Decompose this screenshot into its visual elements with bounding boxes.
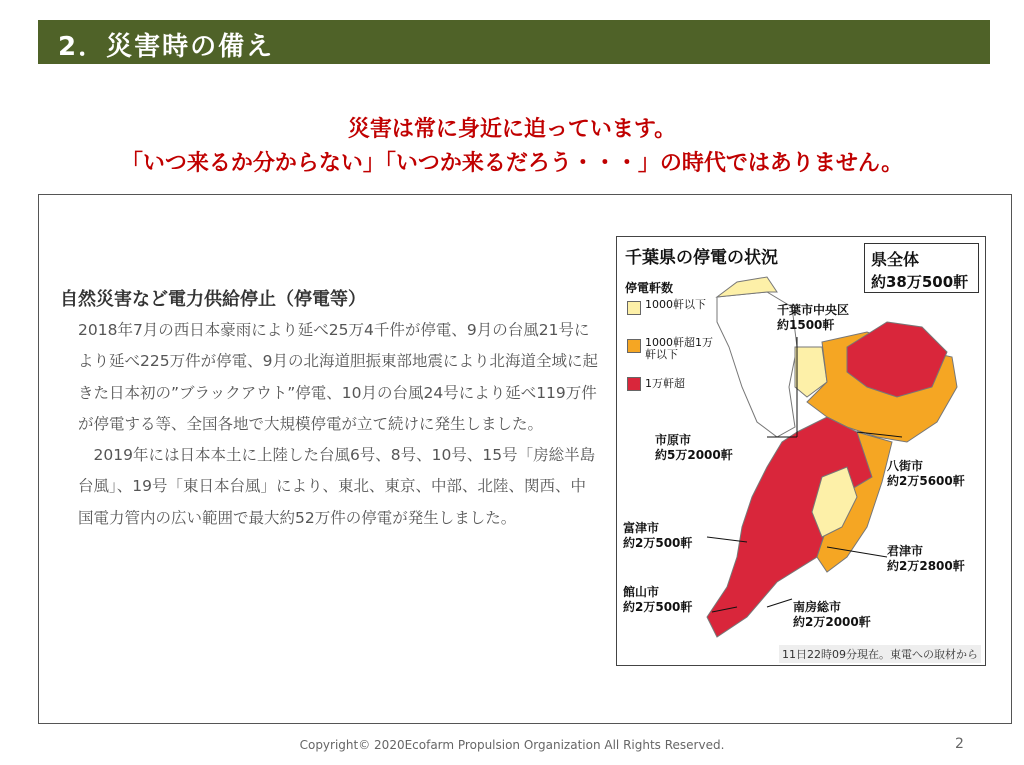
- city-label-tateyama: [623, 585, 692, 615]
- paragraph-1: 2018年7月の西日本豪雨により延べ25万4千件が停電、9月の台風21号により延べ225万件が停電、9月の北海道胆振東部地震により北海道全域に起きた日本初の”ブラックアウト”停電、10月の台風24号により延べ119万件が停電する等、全国各地で大規模停電が立て続けに発生しました。: [78, 321, 598, 433]
- city-value: 約2万500軒: [623, 536, 693, 550]
- city-name: 八街市: [887, 459, 924, 473]
- legend-label-mid: 1000軒超1万軒以下: [645, 336, 713, 361]
- headline-line1: 災害は常に身近に迫っています。: [347, 117, 677, 142]
- city-name: 館山市: [623, 585, 660, 599]
- headline-line2: 「いつ来るか分からない」「いつか来るだろう・・・」の時代ではありません。: [120, 151, 904, 176]
- legend-swatch-high: [627, 377, 641, 391]
- city-label-kimitsu: [887, 544, 965, 574]
- paragraph-2: 2019年には日本本土に上陸した台風6号、8号、10号、15号「房総半島台風」、19号「東日本台風」により、東北、東京、中部、北陸、関西、中国電力管内の広い範囲で最大約52万件の停電が発生しました。: [78, 446, 596, 527]
- city-value: 約5万2000軒: [655, 448, 733, 462]
- city-label-futtsu: [623, 521, 692, 551]
- map-title: 千葉県の停電の状況: [625, 248, 778, 268]
- section-heading: 自然災害など電力供給停止（停電等）: [60, 289, 366, 310]
- page-title: 2．災害時の備え: [58, 32, 275, 62]
- city-name: 南房総市: [793, 600, 842, 614]
- city-value: 約2万500軒: [623, 600, 693, 614]
- legend-swatch-low: [627, 301, 641, 315]
- city-name: 千葉市中央区: [777, 303, 850, 317]
- page-number: 2: [955, 736, 964, 752]
- legend-swatch-mid: [627, 339, 641, 353]
- total-value: 約38万500軒: [871, 273, 969, 291]
- city-label-ichihara: [655, 433, 733, 463]
- total-label: 県全体: [871, 250, 920, 269]
- power-outage-map: [616, 236, 986, 666]
- city-value: 約2万2000軒: [793, 615, 871, 629]
- legend-label-low: 1000軒以下: [645, 298, 706, 311]
- city-name: 市原市: [655, 433, 692, 447]
- legend-label-high: 1万軒超: [645, 377, 685, 390]
- city-label-minamiboso: [793, 600, 871, 630]
- legend-title: 停電軒数: [625, 281, 674, 295]
- city-value: 約1500軒: [777, 318, 835, 332]
- copyright-footer: Copyright© 2020Ecofarm Propulsion Organization All Rights Reserved.: [299, 738, 725, 752]
- city-value: 約2万2800軒: [887, 559, 965, 573]
- city-name: 君津市: [887, 544, 924, 558]
- city-label-chiba-chuo: [777, 303, 849, 333]
- city-value: 約2万5600軒: [887, 474, 965, 488]
- title-bar: [38, 20, 990, 64]
- city-name: 富津市: [623, 521, 660, 535]
- body-text: [78, 315, 598, 534]
- city-label-yachimata: [887, 459, 965, 489]
- total-box: [864, 243, 979, 293]
- map-source-note: 11日22時09分現在。東電への取材から: [779, 645, 981, 663]
